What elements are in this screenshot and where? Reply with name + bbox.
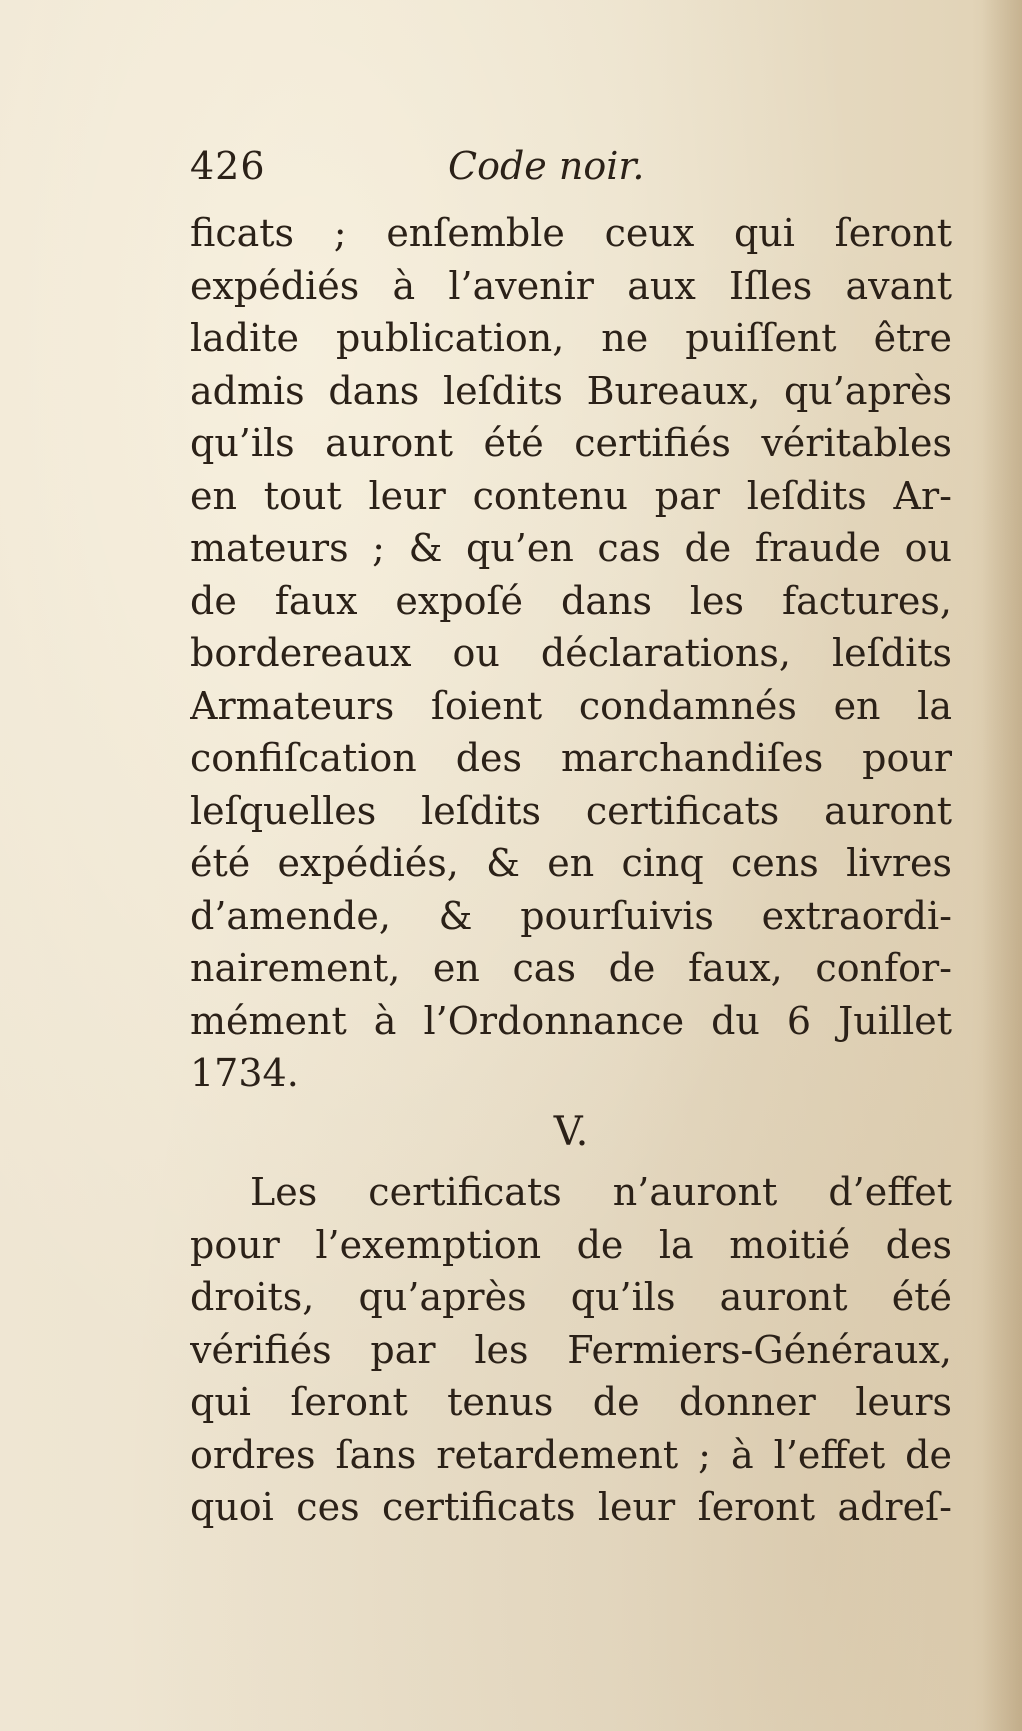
section-heading: V. — [553, 1109, 589, 1155]
text-line: nairement, en cas de faux, confor- — [190, 946, 952, 990]
text-line: mateurs ; & qu’en cas de fraude ou — [190, 526, 952, 570]
text-line: pour l’exemption de la moitié des — [190, 1222, 952, 1267]
paragraph-2 — [190, 1166, 952, 1534]
text-line: vérifiés par les Fermiers-Généraux, — [190, 1327, 952, 1372]
text-line: de faux expoſé dans les factures, — [190, 578, 952, 623]
text-line: leſquelles leſdits certificats auront — [190, 788, 952, 833]
text-line: expédiés à l’avenir aux Iſles avant — [190, 263, 952, 308]
text-line: bordereaux ou déclarations, leſdits — [190, 631, 952, 675]
page-edge-shadow — [982, 0, 1022, 1731]
text-line: quoi ces certificats leur ſeront adreſ- — [190, 1485, 952, 1529]
text-line: droits, qu’après qu’ils auront été — [190, 1275, 952, 1319]
text-line: ladite publication, ne puiſſent être — [190, 316, 952, 360]
page-number: 426 — [190, 144, 266, 188]
text-line: confiſcation des marchandiſes pour — [190, 736, 952, 780]
text-line: ordres ſans retardement ; à l’effet de — [190, 1432, 952, 1477]
text-line: en tout leur contenu par leſdits Ar- — [190, 473, 952, 518]
text-line: qu’ils auront été certifiés véritables — [190, 421, 952, 465]
text-line: d’amende, & pourſuivis extraordi- — [190, 893, 952, 938]
running-head — [190, 144, 950, 204]
text-line: 1734. — [190, 1051, 299, 1095]
text-line: mément à l’Ordonnance du 6 Juillet — [190, 998, 952, 1043]
text-line: Les certificats n’auront d’effet — [250, 1170, 952, 1214]
running-title: Code noir. — [448, 144, 645, 188]
paragraph-1 — [190, 207, 952, 1100]
text-line: Armateurs ſoient condamnés en la — [190, 683, 952, 728]
text-line: admis dans leſdits Bureaux, qu’après — [190, 368, 952, 413]
text-line: ficats ; enſemble ceux qui ſeront — [190, 211, 952, 255]
text-line: été expédiés, & en cinq cens livres — [190, 841, 952, 885]
text-line: qui ſeront tenus de donner leurs — [190, 1380, 952, 1424]
